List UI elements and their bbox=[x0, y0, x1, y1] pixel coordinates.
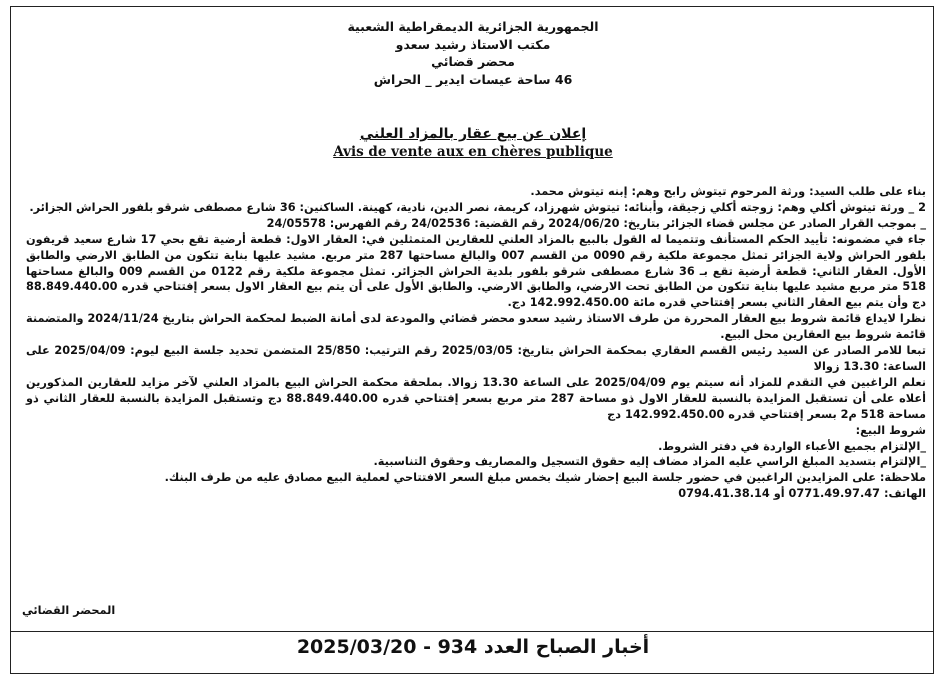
note-paragraph: ملاحظة: على المزايدين الراغبين في حضور جلسة البيع إحضار شيك بخمس مبلغ السعر الافتتاحي لعملية البيع مصادق عليه من طرف البنك. bbox=[164, 471, 926, 485]
condition-item: _الإلتزام بجميع الأعباء الواردة في دفتر الشروط. bbox=[658, 439, 926, 453]
sale-conditions-heading: شروط البيع: bbox=[855, 423, 926, 437]
requester-paragraph: بناء على طلب السيد: ورثة المرحوم تيتوش رابح وهم: إبنه تيتوش محمد. bbox=[530, 185, 926, 198]
phone-line: الهاتف: 0771.49.97.47 أو 0794.41.38.14 bbox=[678, 487, 926, 501]
office-role: محضر قضائي bbox=[431, 54, 515, 69]
condition-item: _الإلتزام بتسديد المبلغ الراسي عليه المزاد مضاف إليه حقوق التسجيل والمصاريف وحقوق التناسبية. bbox=[373, 455, 926, 469]
notice-body bbox=[26, 184, 926, 502]
court-decision-paragraph: _ بموجب القرار الصادر عن مجلس قضاء الجزائر بتاريخ: 2024/06/20 رقم القضية: 24/02536 رقم الفهرس: 24/05578 bbox=[266, 216, 926, 230]
notice-title-french: Avis de vente aux en chères publique bbox=[333, 144, 613, 160]
republic-name: الجمهورية الجزائرية الديمقراطية الشعبية bbox=[347, 19, 599, 34]
office-name: مكتب الاستاذ رشيد سعدو bbox=[395, 36, 551, 52]
letterhead bbox=[0, 18, 946, 88]
hearing-order-paragraph: تبعا للامر الصادر عن السيد رئيس القسم العقاري بمحكمة الحراش بتاريخ: 2025/03/05 رقم الترتيب: 25/850 المتضمن تحديد جلسة البيع ليوم: 2025/04/09 على الساعة: 13.30 زوالا bbox=[26, 344, 926, 373]
heirs-paragraph: 2 _ ورثة تيتوش أكلي وهم: زوجته أكلي زجيقة، وأبنائه: تيتوش شهرزاد، كريمة، نصر الدين، نادية، كهينة. الساكنين: 36 شارع مصطفى شرقو بلفور الحراش الجزائر. bbox=[29, 200, 926, 214]
office-address: 46 ساحة عيسات ايدير _ الحراش bbox=[373, 71, 573, 87]
conditions-deposit-paragraph: نظرا لايداع قائمة شروط بيع العقار المحررة من طرف الاستاذ رشيد سعدو محضر قضائي والمودعة لدى أمانة الضبط لمحكمة الحراش بتاريخ 2024/11/24 والمتضمنة قائمة شروط بيع العقارين محل البيع. bbox=[26, 312, 927, 342]
notice-title-arabic: إعلان عن بيع عقار بالمزاد العلني bbox=[359, 126, 587, 142]
signature-label: المحضر القضائي bbox=[22, 604, 116, 617]
footer-divider bbox=[10, 631, 934, 632]
newspaper-footer: أخبار الصباح العدد 934 - 2025/03/20 bbox=[296, 636, 650, 658]
properties-paragraph: جاء في مضمونه: تأييد الحكم المستأنف وتتميما له القول بالبيع بالمزاد العلني للعقارين المتمثلين في: العقار الاول: قطعة أرضية تقع بحي 17 شارع سعيد قريفون بلفور الحراش ولاية الجزائر تمثل مجموعة ملكية رقم 0090 من القسم 007 والبالغ مساحتها 287 متر مربع. مشيد عليها بناية تتكون من الطابق الارضي والطابق الأول. العقار الثاني: قطعة أرضية تقع بـ 36 شارع مصطفى شرقو بلفور بلدية الحراش الجزائر. تمثل مجموعة ملكية رقم 0122 من القسم 009 والبالغ مساحتها 518 متر مربع مشيد عليها بناية تتكون من الطابق تحت الارضي، والطابق الارضي. والطابق الأول على أن يتم بيع العقار الاول بسعر إفتتاحي قدره 88.849.440.00 دج وأن يتم بيع العقار الثاني بسعر إفتتاحي قدره مائة 142.992.450.00 دج. bbox=[26, 232, 927, 310]
auction-announcement-paragraph: نعلم الراغبين في التقدم للمزاد أنه سيتم يوم 2025/04/09 على الساعة 13.30 زوالا. بملحقة محكمة الحراش البيع بالمزاد العلني لآخر مزايد للعقارين المذكورين أعلاه على أن تستقبل المزايدة بالنسبة للعقار الاول ذو مساحة 287 متر مربع بسعر إفتتاحي قدره 88.849.440.00 دج وتستقبل المزايدة بالنسبة للعقار الثاني ذو مساحة 518 م2 بسعر إفتتاحي قدره 142.992.450.00 دج bbox=[26, 375, 927, 421]
